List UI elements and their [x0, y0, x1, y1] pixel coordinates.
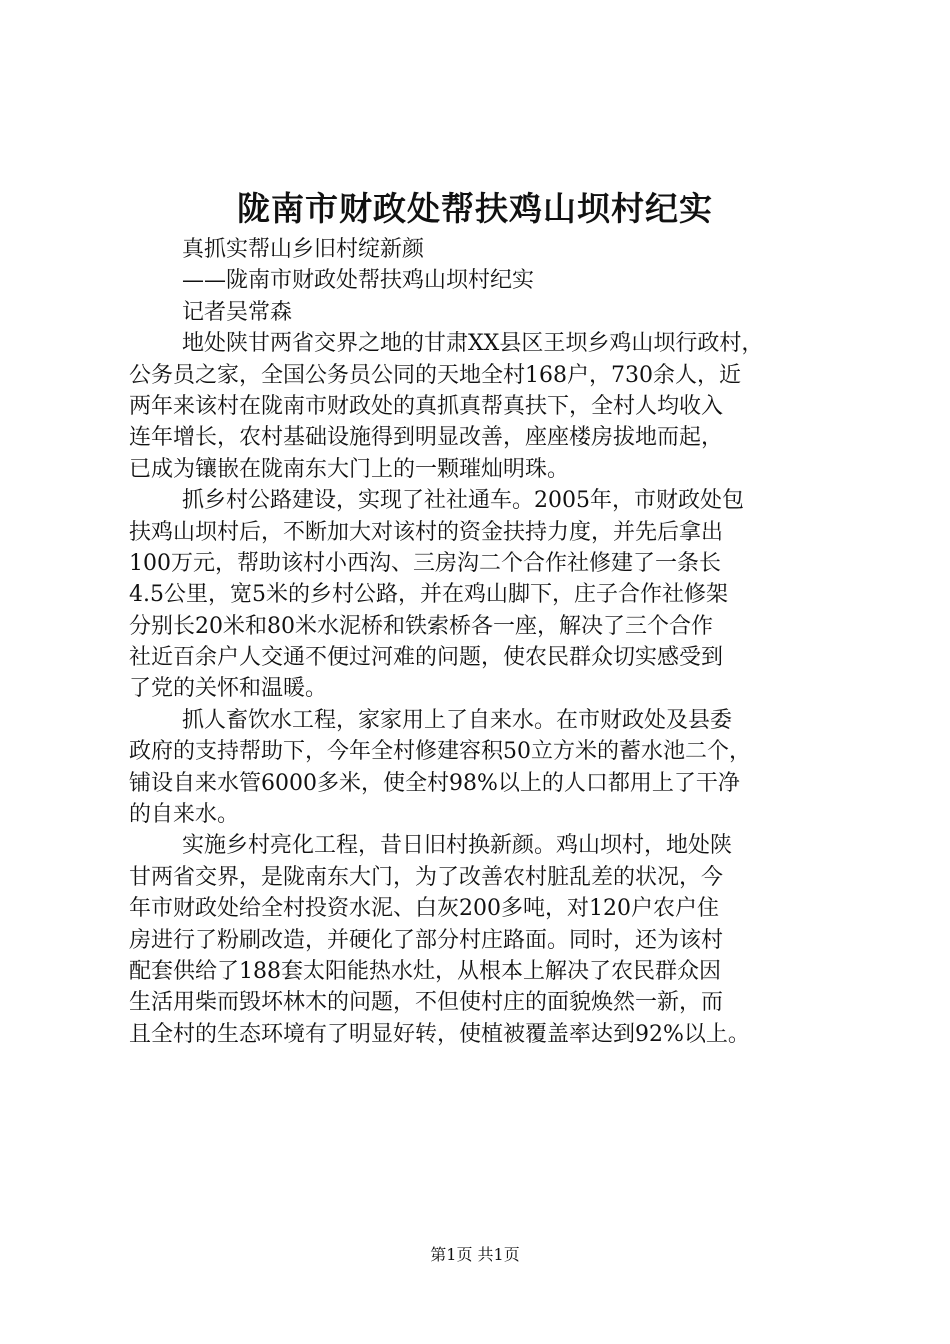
paragraph-line: 连年增长，农村基础设施得到明显改善，座座楼房拔地而起，	[129, 425, 724, 451]
paragraph-line: 年市财政处给全村投资水泥、白灰200多吨，对120户农户住	[129, 896, 719, 922]
paragraph-line: 生活用柴而毁坏林木的问题，不但使村庄的面貌焕然一新，而	[129, 990, 724, 1016]
subtitle-line: ——陇南市财政处帮扶鸡山坝村纪实	[182, 268, 535, 294]
subtitle-line: 真抓实帮山乡旧村绽新颜	[182, 237, 425, 262]
paragraph-line: 4.5公里，宽5米的乡村公路，并在鸡山脚下，庄子合作社修架	[129, 582, 728, 608]
paragraph-line: 扶鸡山坝村后，不断加大对该村的资金扶持力度，并先后拿出	[129, 519, 724, 545]
paragraph-line: 铺设自来水管6000多米，使全村98%以上的人口都用上了干净	[129, 770, 740, 796]
document-title: 陇南市财政处帮扶鸡山坝村纪实	[237, 189, 713, 228]
paragraph-line: 配套供给了188套太阳能热水灶，从根本上解决了农民群众因	[129, 958, 721, 984]
paragraph-line: 100万元，帮助该村小西沟、三房沟二个合作社修建了一条长	[129, 550, 721, 576]
paragraph-line: 房进行了粉刷改造，并硬化了部分村庄路面。同时，还为该村	[129, 927, 724, 953]
page-number-footer: 第1页 共1页	[430, 1245, 520, 1264]
paragraph-line: 公务员之家，全国公务员公同的天地全村168户，730余人，近	[129, 362, 741, 388]
paragraph-line: 分别长20米和80米水泥桥和铁索桥各一座，解决了三个合作	[129, 613, 713, 639]
paragraph-line: 的自来水。	[129, 802, 240, 828]
paragraph-line: 社近百余户人交通不便过河难的问题，使农民群众切实感受到	[129, 645, 724, 671]
paragraph-line: 两年来该村在陇南市财政处的真抓真帮真扶下，全村人均收入	[129, 393, 724, 419]
paragraph-line: 政府的支持帮助下，今年全村修建容积50立方米的蓄水池二个，	[129, 739, 751, 765]
paragraph-line: 实施乡村亮化工程，昔日旧村换新颜。鸡山坝村，地处陕	[182, 833, 733, 859]
paragraph-line: 甘两省交界，是陇南东大门，为了改善农村脏乱差的状况，今	[129, 864, 724, 890]
paragraph-line: 地处陕甘两省交界之地的甘肃XX县区王坝乡鸡山坝行政村，	[182, 331, 764, 357]
paragraph-line: 已成为镶嵌在陇南东大门上的一颗璀灿明珠。	[129, 456, 570, 482]
byline: 记者吴常森	[182, 299, 293, 325]
paragraph-line: 且全村的生态环境有了明显好转，使植被覆盖率达到92%以上。	[129, 1021, 750, 1047]
paragraph-line: 抓乡村公路建设，实现了社社通车。2005年，市财政处包	[182, 488, 744, 514]
document-body	[129, 234, 843, 1050]
paragraph-line: 抓人畜饮水工程，家家用上了自来水。在市财政处及县委	[182, 707, 733, 733]
paragraph-line: 了党的关怀和温暖。	[129, 676, 328, 702]
